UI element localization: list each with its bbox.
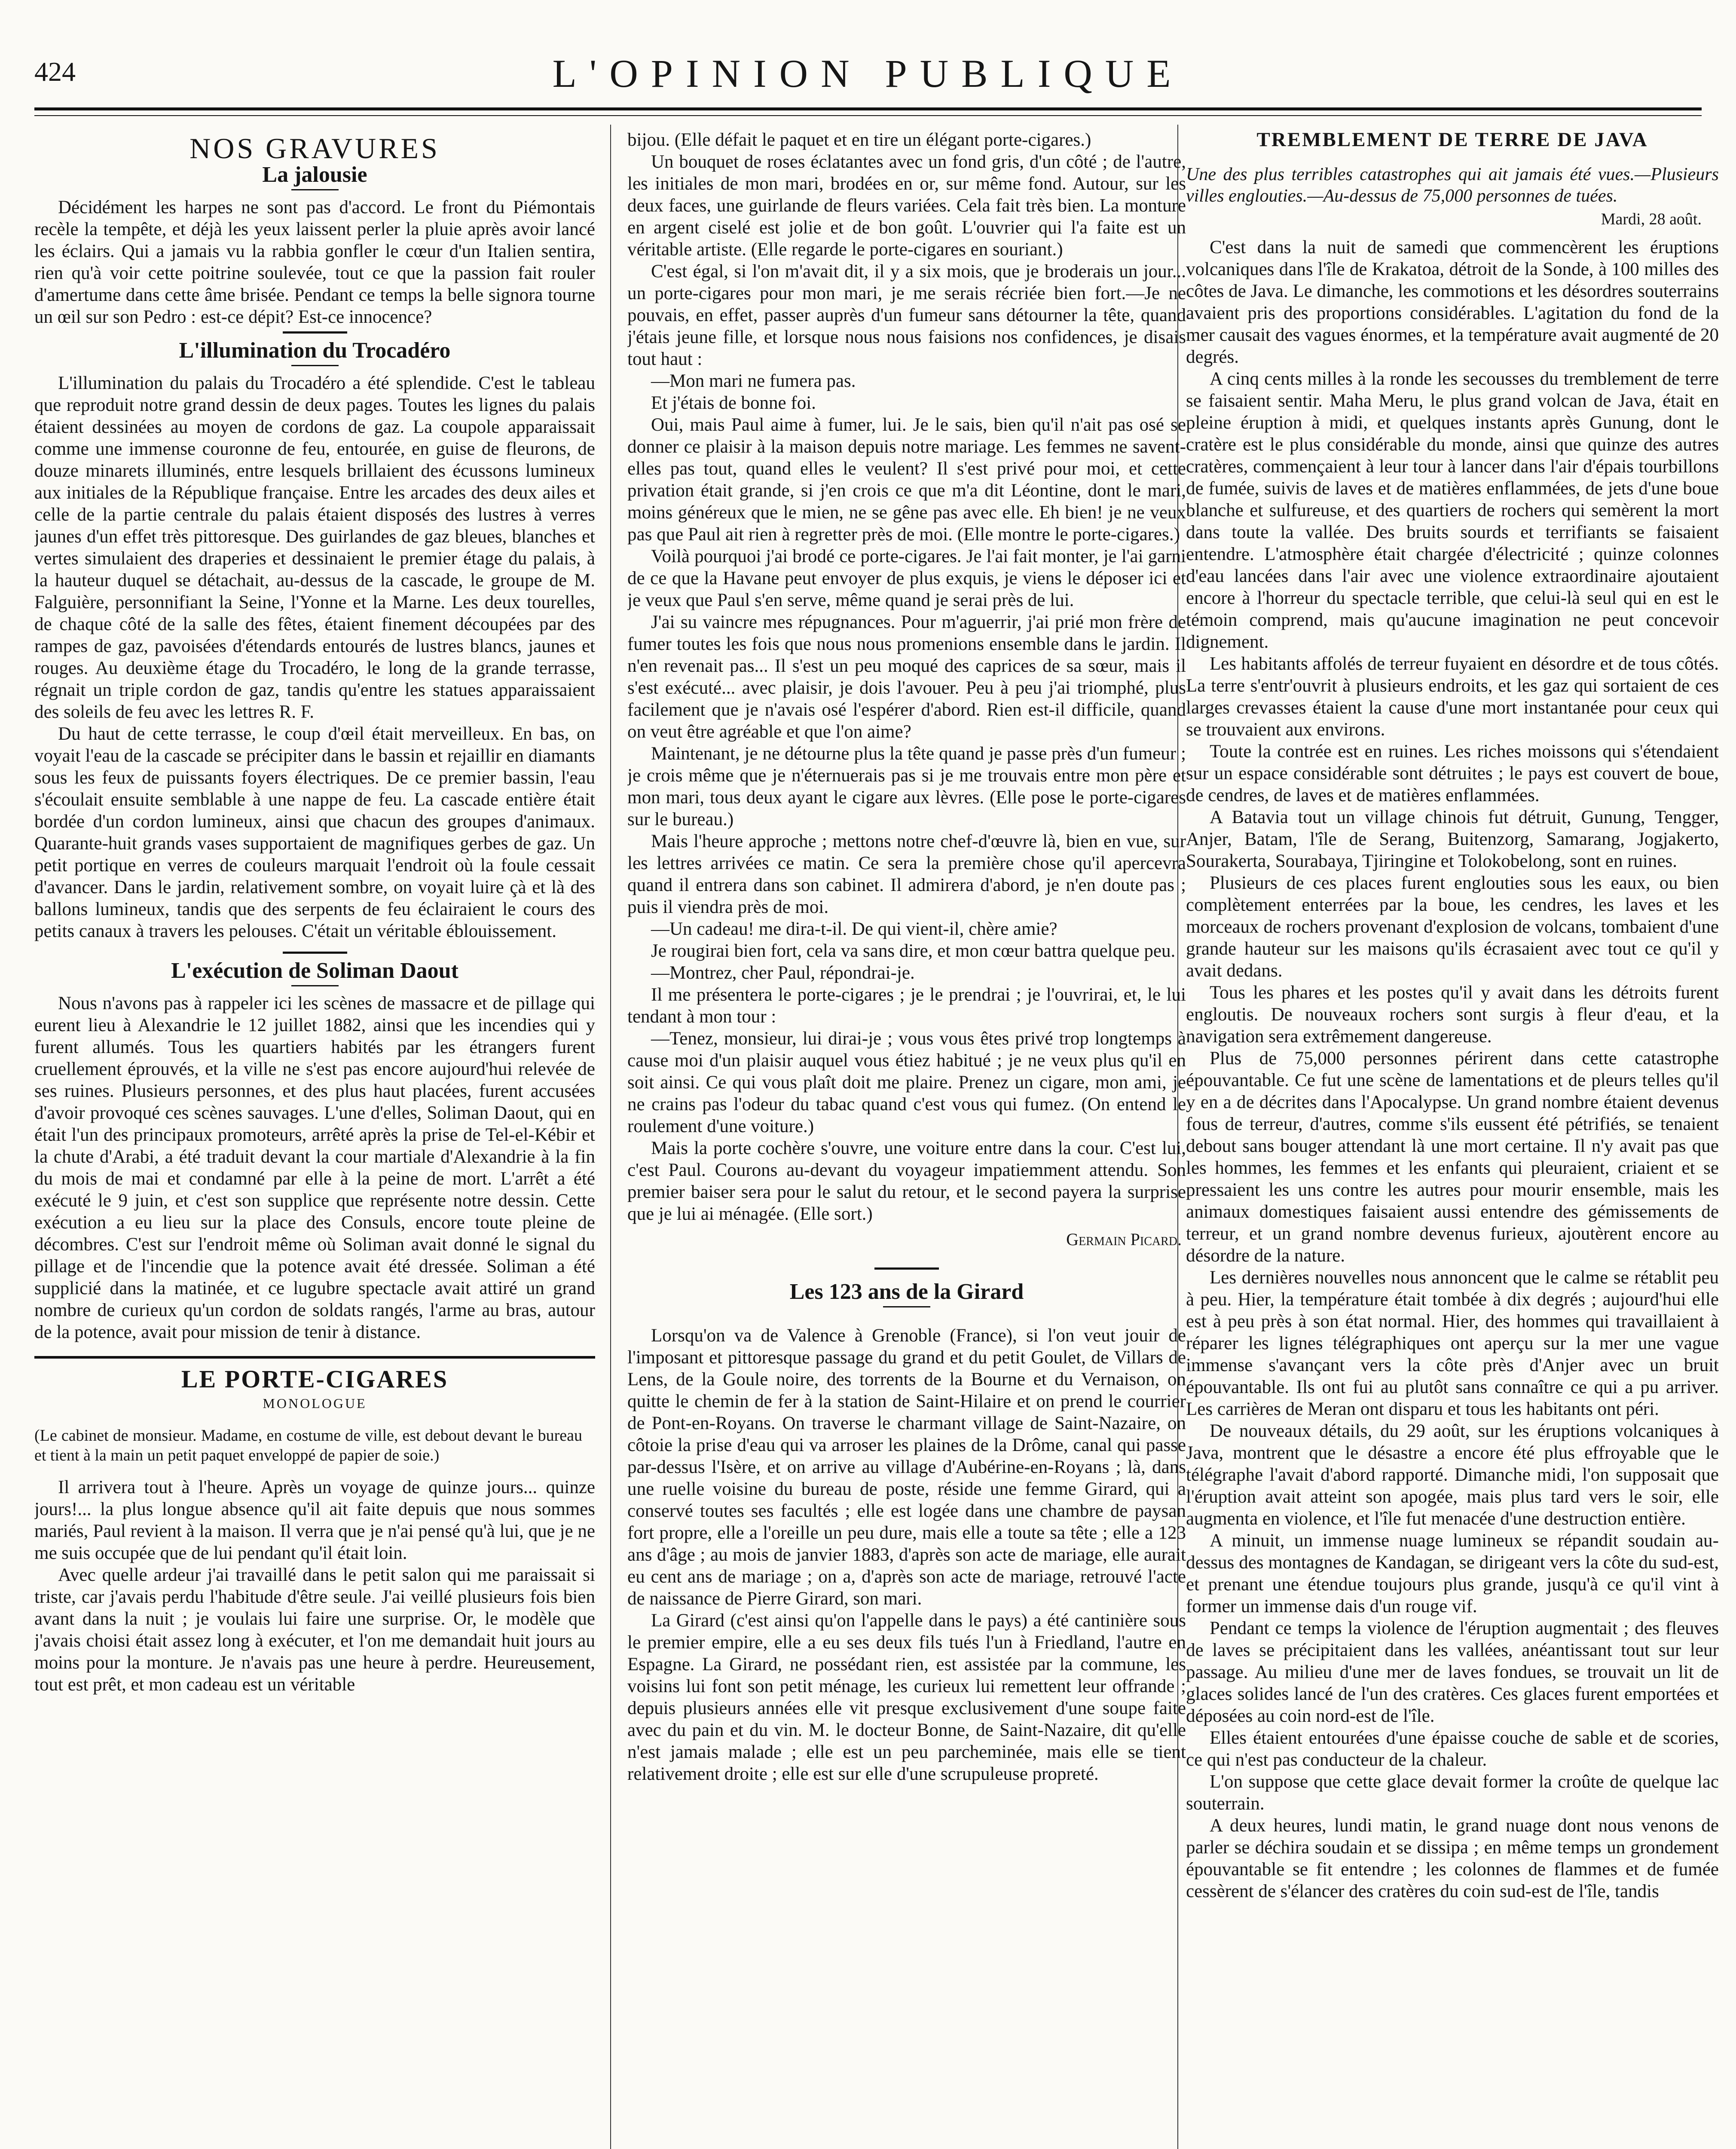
heading-dash: [291, 985, 339, 986]
paragraph: —Tenez, monsieur, lui dirai-je ; vous vous êtes privé trop longtemps à cause moi d'un plaisir auquel vous étiez habitué ; je ne veux plus qu'il en soit ainsi. Ce qui vous plaît doit me plaire. Prenez un cigare, mon ami, je ne crains pas l'odeur du tabac quand c'est vous qui fumez. (On entend le roulement d'une voiture.): [627, 1029, 1186, 1136]
heading-dash: [291, 365, 339, 366]
paragraph: Je rougirai bien fort, cela va sans dire, et mon cœur battra quelque peu.: [651, 941, 1176, 961]
paragraph: Tous les phares et les postes qu'il y avait dans les détroits furent engloutis. De nouveaux rochers sont surgis à fleur d'eau, et la navigation sera extrêmement dangereuse.: [1186, 983, 1719, 1047]
paragraph: —Mon mari ne fumera pas.: [651, 371, 856, 391]
column-separator-left: [610, 125, 611, 2149]
column-right: [1186, 120, 1719, 2149]
paragraph: Plus de 75,000 personnes périrent dans cette catastrophe épouvantable. Ce fut une scène de lamentations et de pleurs telles qu'il y en a de décrites dans l'Apocalypse. Un grand nombre étaient devenus fous de terreur, d'autres, comme s'ils eussent été pétrifiés, se tenaient debout sans bouger attendant là une mort certaine. Il n'y avait pas que les hommes, les femmes et les enfants qui pleuraient, criaient et se pressaient les uns contre les autres pour mourir ensemble, mais les animaux domestiques faisaient aussi entendre des gémissements de terreur, et un grand nombre devenus furieux, ajoutèrent encore au désordre de la nature.: [1186, 1048, 1719, 1266]
masthead-title: L'OPINION PUBLIQUE: [552, 52, 1184, 95]
page-number: 424: [34, 56, 76, 87]
heading-girard: Les 123 ans de la Girard: [789, 1280, 1024, 1304]
subheading-monologue: MONOLOGUE: [263, 1396, 367, 1411]
paragraph: Avec quelle ardeur j'ai travaillé dans le petit salon qui me paraissait si triste, car j'avais perdu l'habitude d'être seule. J'ai veillé plusieurs fois bien avant dans la nuit ; je voulais lui faire une surprise. Or, le modèle que j'avais choisi était assez long à exécuter, et l'on me demandait huit jours au moins pour la monture. Je n'avais pas une heure à perdre. Heureusement, tout est prêt, et mon cadeau est un véritable: [34, 1565, 595, 1695]
paragraph: Il arrivera tout à l'heure. Après un voyage de quinze jours... quinze jours!... la plus longue absence qu'il ait faite depuis que nous sommes mariés, Paul revient à la maison. Il verra que je n'ai pensé qu'à lui, que je ne me suis occupée que de lui pendant qu'il était loin.: [34, 1477, 595, 1563]
paragraph: Décidément les harpes ne sont pas d'accord. Le front du Piémontais recèle la tempête, et déjà les yeux laissent perler la pluie après avoir lancé les éclairs. Qui a jamais vu la rabbia gonfler le cœur d'un Italien sentira, rien qu'à voir cette poitrine soulevée, tout ce que la passion fait rouler d'amertume dans cette âme brisée. Pendant ce temps la belle signora tourne un œil sur son Pedro : est-ce dépit? Est-ce innocence?: [34, 197, 595, 327]
heading-dash: [883, 1306, 930, 1307]
article-date: Mardi, 28 août.: [1601, 210, 1702, 228]
paragraph: De nouveaux détails, du 29 août, sur les éruptions volcaniques à Java, montrent que le désastre a encore été plus effroyable que le télégraphe l'avait d'abord rapporté. Dimanche midi, l'on supposait que l'éruption avait atteint son apogée, mais plus tard vers le soir, elle augmenta en violence, et l'île fut menacée d'une destruction entière.: [1186, 1421, 1719, 1529]
paragraph: Plusieurs de ces places furent englouties sous les eaux, ou bien complètement enterrées par la boue, les cendres, les laves et les morceaux de rochers provenant d'explosion de volcans, tombaient d'une grande hauteur sur les maisons qu'ils écrasaient avec tout ce qu'il y avait dedans.: [1186, 873, 1719, 981]
paragraph: Nous n'avons pas à rappeler ici les scènes de massacre et de pillage qui eurent lieu à Alexandrie le 12 juillet 1882, ainsi que les incendies qui y furent allumés. Tous les quartiers habités par les étrangers furent cruellement éprouvés, et la ville ne s'est pas encore aujourd'hui relevée de ses ruines. Plusieurs personnes, et des plus haut placées, furent accusées d'avoir provoqué ces scènes sauvages. L'une d'elles, Soliman Daout, qui en était l'un des principaux promoteurs, arrêté après la prise de Tel-el-Kébir et la chute d'Arabi, a été traduit devant la cour martiale d'Alexandrie à la fin du mois de mai et condamné par elle à la peine de mort. L'arrêt a été exécuté le 9 juin, et c'est son supplice que représente notre dessin. Cette exécution a eu lieu sur la place des Consuls, encore toute pleine de décombres. C'est sur l'endroit même où Soliman avait donné le signal du pillage et de l'incendie que la potence avait été dressée. Soliman a été supplicié dans la matinée, et ce lugubre spectacle avait attiré un grand nombre de curieux qu'un cordon de soldats rangés, l'arme au bras, autour de la potence, avait pour mission de tenir à distance.: [34, 993, 595, 1342]
paragraph: Les dernières nouvelles nous annoncent que le calme se rétablit peu à peu. Hier, la température était tombée à dix degrés ; aujourd'hui elle est à peu près à son état normal. Hier, des hommes qui travaillaient à réparer les lignes télégraphiques ont aperçu sur la mer une vague immense s'avançant vers la côte près d'Anjer avec un bruit épouvantable. Ils ont fui au plutôt sans connaître ce qui a pu arriver. Les carrières de Meran ont disparu et tous les habitants ont péri.: [1186, 1267, 1719, 1419]
paragraph: A minuit, un immense nuage lumineux se répandit soudain au-dessus des montagnes de Kandagan, se dirigeant vers la côte du sud-est, et prenant une étendue toujours plus grande, jusqu'à ce qu'il vint à former un immense dais d'un rouge vif.: [1186, 1531, 1719, 1616]
paragraph: —Montrez, cher Paul, répondrai-je.: [651, 963, 915, 983]
paragraph: Les habitants affolés de terreur fuyaient en désordre et de tous côtés. La terre s'entr'ouvrit à plusieurs endroits, et les gaz qui sortaient de ces larges crevasses étaient la cause d'une mort instantanée pour ceux qui se trouvaient aux environs.: [1186, 654, 1719, 740]
section-rule: [34, 1356, 595, 1359]
paragraph: A Batavia tout un village chinois fut détruit, Gunung, Tengger, Anjer, Batam, l'île de Serang, Buitenzorg, Samarang, Jogjakerto, Sourakerta, Sourabaya, Tjiringine et Tolokobelong, sont en ruines.: [1186, 807, 1719, 871]
paragraph: La Girard (c'est ainsi qu'on l'appelle dans le pays) a été cantinière sous le premier empire, elle a eu ses deux fils tués l'un à Friedland, l'autre en Espagne. La Girard, ne possédant rien, est assistée par la commune, les voisins lui font son petit ménage, les curieux lui remettent leur offrande ; depuis plusieurs années elle vit presque exclusivement d'une soupe faite avec du pain et du vin. M. le docteur Bonne, de Saint-Nazaire, dit qu'elle n'est jamais malade ; elle est un peu parcheminée, mais elle se tient relativement droite ; elle est sur elle d'une scrupuleuse propreté.: [627, 1610, 1186, 1784]
paragraph: Toute la contrée est en ruines. Les riches moissons qui s'étendaient sur un espace considérable sont détruites ; le pays est couvert de boue, de cendres, de laves et de matières enflammées.: [1186, 741, 1719, 805]
paragraph: bijou. (Elle défait le paquet et en tire un élégant porte-cigares.): [627, 130, 1091, 150]
paragraph: C'est dans la nuit de samedi que commencèrent les éruptions volcaniques dans l'île de Krakatoa, détroit de la Sonde, à 100 milles des côtes de Java. Le dimanche, les commotions et les désordres souterrains avaient pris des proportions considérables. L'agitation du fond de la mer causait des vagues énormes, et la température avait augmenté de 20 degrés.: [1186, 237, 1719, 367]
paragraph: Et j'étais de bonne foi.: [651, 393, 816, 413]
header-rule-thin: [34, 115, 1702, 116]
article-intro: Une des plus terribles catastrophes qui ait jamais été vues.—Plusieurs villes englouties.—Au-dessus de 75,000 personnes de tuées.: [1186, 165, 1719, 206]
header-rule-thick: [34, 107, 1702, 110]
paragraph: C'est égal, si l'on m'avait dit, il y a six mois, que je broderais un jour... un porte-cigares pour mon mari, je me serais récriée bien fort.—Je ne pouvais, en effet, passer auprès d'un fumeur sans détourner la tête, quand j'étais jeune fille, et lorsque nous nous faisions nos confidences, je disais tout haut :: [627, 261, 1186, 369]
paragraph: Elles étaient entourées d'une épaisse couche de sable et de scories, ce qui n'est pas conducteur de la chaleur.: [1186, 1728, 1719, 1770]
paragraph: Oui, mais Paul aime à fumer, lui. Je le sais, bien qu'il n'ait pas osé se donner ce plaisir à la maison depuis notre mariage. Les femmes ne savent-elles pas tout, quand elles le veulent? Il s'est privé pour moi, et cette privation était grande, si j'en crois ce que m'a dit Léontine, dont le mari, moins généreux que le mien, ne se gêne pas avec elle. Eh bien! je ne veux pas que Paul ait rien à regretter près de moi. (Elle montre le porte-cigares.): [627, 415, 1186, 545]
heading-soliman: L'exécution de Soliman Daout: [171, 958, 458, 983]
heading-trocadero: L'illumination du Trocadéro: [179, 338, 451, 363]
paragraph: Mais la porte cochère s'ouvre, une voiture entre dans la cour. C'est lui, c'est Paul. Courons au-devant du voyageur impatiemment attendu. Son premier baiser sera pour le salut du retour, et le second payera la surprise que je lui ai ménagée. (Elle sort.): [627, 1138, 1186, 1224]
paragraph: Mais l'heure approche ; mettons notre chef-d'œuvre là, bien en vue, sur les lettres arrivées ce matin. Ce sera la première chose qu'il apercevra quand il entrera dans son cabinet. Il admirera d'abord, je n'en doute pas ; puis il viendra près de moi.: [627, 831, 1186, 917]
author-signature: Germain Picard.: [1066, 1230, 1182, 1249]
section-divider: [283, 952, 347, 954]
section-divider: [874, 1267, 939, 1270]
heading-java: TREMBLEMENT DE TERRE DE JAVA: [1256, 129, 1648, 151]
heading-jalousie: La jalousie: [262, 162, 367, 187]
heading-porte-cigares: LE PORTE-CIGARES: [181, 1365, 449, 1393]
paragraph: Lorsqu'on va de Valence à Grenoble (France), si l'on veut jouir de l'imposant et pittoresque passage du grand et du petit Goulet, de Villars de Lens, de la Goule noire, des torrents de la Bourne et du Vernaison, on quitte le chemin de fer à la station de Saint-Hilaire et on prend le courrier de Pont-en-Royans. On traverse le charmant village de Saint-Nazaire, on côtoie la prise d'eau qui va arroser les plaines de la Drôme, canal qui passe par-dessus l'Isère, et on arrive au village d'Aubérine-en-Royans ; là, dans une ruelle voisine du bureau de poste, réside une femme Girard, qui a conservé toutes ses facultés ; elle est logée dans une chambre de paysan fort propre, elle a l'oreille un peu dure, mais elle a toute sa tête ; elle a 123 ans d'âge ; au mois de janvier 1883, d'après son acte de mariage, elle aurait eu cent ans de mariage ; on a, d'après son acte de mariage, retrouvé l'acte de naissance de Pierre Girard, son mari.: [627, 1326, 1186, 1609]
heading-dash: [291, 189, 339, 190]
paragraph: Un bouquet de roses éclatantes avec un fond gris, d'un côté ; de l'autre, les initiales de mon mari, brodées en or, sur même fond. Autour, sur les deux faces, une guirlande de fleurs variées. Cela fait très bien. La monture en argent ciselé est jolie et de bon goût. L'ouvrier qui l'a faite est un véritable artiste. (Elle regarde le porte-cigares en souriant.): [627, 152, 1186, 260]
paragraph: J'ai su vaincre mes répugnances. Pour m'aguerrir, j'ai prié mon frère de fumer toutes les fois que nous nous promenions ensemble dans le jardin. Il n'en revenait pas... Il s'est un peu moqué des caprices de sa sœur, mais il s'est exécuté... avec plaisir, je dois l'avouer. Peu à peu j'ai triomphé, plus facilement que je n'avais osé l'espérer d'abord. Rien est-il difficile, quand on veut être agréable et que l'on aime?: [627, 612, 1186, 742]
paragraph: Du haut de cette terrasse, le coup d'œil était merveilleux. En bas, on voyait l'eau de la cascade se précipiter dans le bassin et rejaillir en diamants sous les feux de puissants foyers électriques. De ce premier bassin, l'eau s'écoulait ensuite semblable à une nappe de feu. La cascade entière était bordée d'un cordon lumineux, ainsi que chacun des groupes d'animaux. Quarante-huit grands vases supportaient de magnifiques gerbes de gaz. Un petit portique en verres de couleurs marquait l'endroit où la foule cessait d'avancer. Dans le jardin, relativement sombre, on voyait luire çà et là des ballons lumineux, tandis que des serpents de feu éclairaient le cours des petits canaux à travers les pelouses. C'était un véritable éblouissement.: [34, 724, 595, 941]
paragraph: Il me présentera le porte-cigares ; je le prendrai ; je l'ouvrirai, et, le lui tendant à mon tour :: [627, 985, 1186, 1027]
stage-direction: (Le cabinet de monsieur. Madame, en costume de ville, est debout devant le bureau et tient à la main un petit paquet enveloppé de papier de soie.): [34, 1427, 582, 1464]
section-divider: [283, 331, 347, 334]
paragraph: Voilà pourquoi j'ai brodé ce porte-cigares. Je l'ai fait monter, je l'ai garni de ce que la Havane peut envoyer de plus exquis, je viens le déposer ici et je veux que Paul s'en serve, même quand je serai près de lui.: [627, 546, 1186, 610]
paragraph: L'on suppose que cette glace devait former la croûte de quelque lac souterrain.: [1186, 1772, 1719, 1814]
paragraph: —Un cadeau! me dira-t-il. De qui vient-il, chère amie?: [651, 919, 1057, 939]
paragraph: A deux heures, lundi matin, le grand nuage dont nous venons de parler se déchira soudain et se dissipa ; en même temps un grondement épouvantable se fit entendre ; les colonnes de flammes et de fumée cessèrent de s'élancer des cratères du coin sud-est de l'île, tandis: [1186, 1815, 1719, 1901]
paragraph: Pendant ce temps la violence de l'éruption augmentait ; des fleuves de laves se précipitaient dans les vallées, anéantissant tout sur leur passage. Au milieu d'une mer de laves fondues, se trouvait un lit de glaces solides lancé de l'un des cratères. Ces glaces furent emportées et déposées au coin nord-est de l'île.: [1186, 1618, 1719, 1726]
section-heading-nos-gravures: NOS GRAVURES: [189, 132, 440, 165]
paragraph: A cinq cents milles à la ronde les secousses du tremblement de terre se faisaient sentir. Maha Meru, le plus grand volcan de Java, était en pleine éruption à midi, et quelques instants après Gunung, dont le cratère est le plus considérable du monde, ainsi que quinze des autres cratères, commençaient à leur tour à lancer dans l'air d'épais tourbillons de fumée, suivis de laves et de matières enflammées, de jets d'une boue blanche et sulfureuse, et des quartiers de rochers qui semèrent la mort dans toute la vallée. Des bruits sourds et terrifiants se faisaient entendre. L'atmosphère était chargée d'électricité ; quinze colonnes d'eau lancées dans l'air avec une violence extraordinaire ajoutaient encore à l'horreur du spectacle terrible, que celui-là seul qui en est le témoin comprend, mais qu'aucune imagination ne peut concevoir dignement.: [1186, 369, 1719, 652]
column-middle: [627, 129, 1186, 2149]
paragraph: Maintenant, je ne détourne plus la tête quand je passe près d'un fumeur ; je crois même que je n'éternuerais pas si je me trouvais entre mon père et mon mari, tous deux ayant le cigare aux lèvres. (Elle pose le porte-cigares sur le bureau.): [627, 744, 1186, 830]
column-left: [34, 129, 595, 2149]
paragraph: L'illumination du palais du Trocadéro a été splendide. C'est le tableau que reproduit notre grand dessin de deux pages. Toutes les lignes du palais étaient dessinées au moyen de cordons de gaz. La coupole apparaissait comme une immense couronne de feu, entourée, en guise de fleurons, de douze minarets illuminés, entre lesquels brillaient des écussons lumineux aux initiales de la République française. Entre les arcades des deux ailes et celle de la partie centrale du palais étaient disposés des lustres à verres jaunes d'un effet très pittoresque. Des guirlandes de gaz bleues, blanches et vertes simulaient des draperies et dessinaient le premier étage du palais, à la hauteur duquel se détachait, au-dessus de la cascade, le groupe de M. Falguière, personnifiant la Seine, l'Yonne et la Marne. Les deux tourelles, de chaque côté de la salle des fêtes, étaient finement découpées par des rampes de gaz, pavoisées d'étendards entourés de lustres blancs, jaunes et rouges. Au deuxième étage du Trocadéro, le long de la grande terrasse, régnait un triple cordon de gaz, tandis qu'entre les statues apparaissaient des soleils de feu avec les lettres R. F.: [34, 373, 595, 722]
